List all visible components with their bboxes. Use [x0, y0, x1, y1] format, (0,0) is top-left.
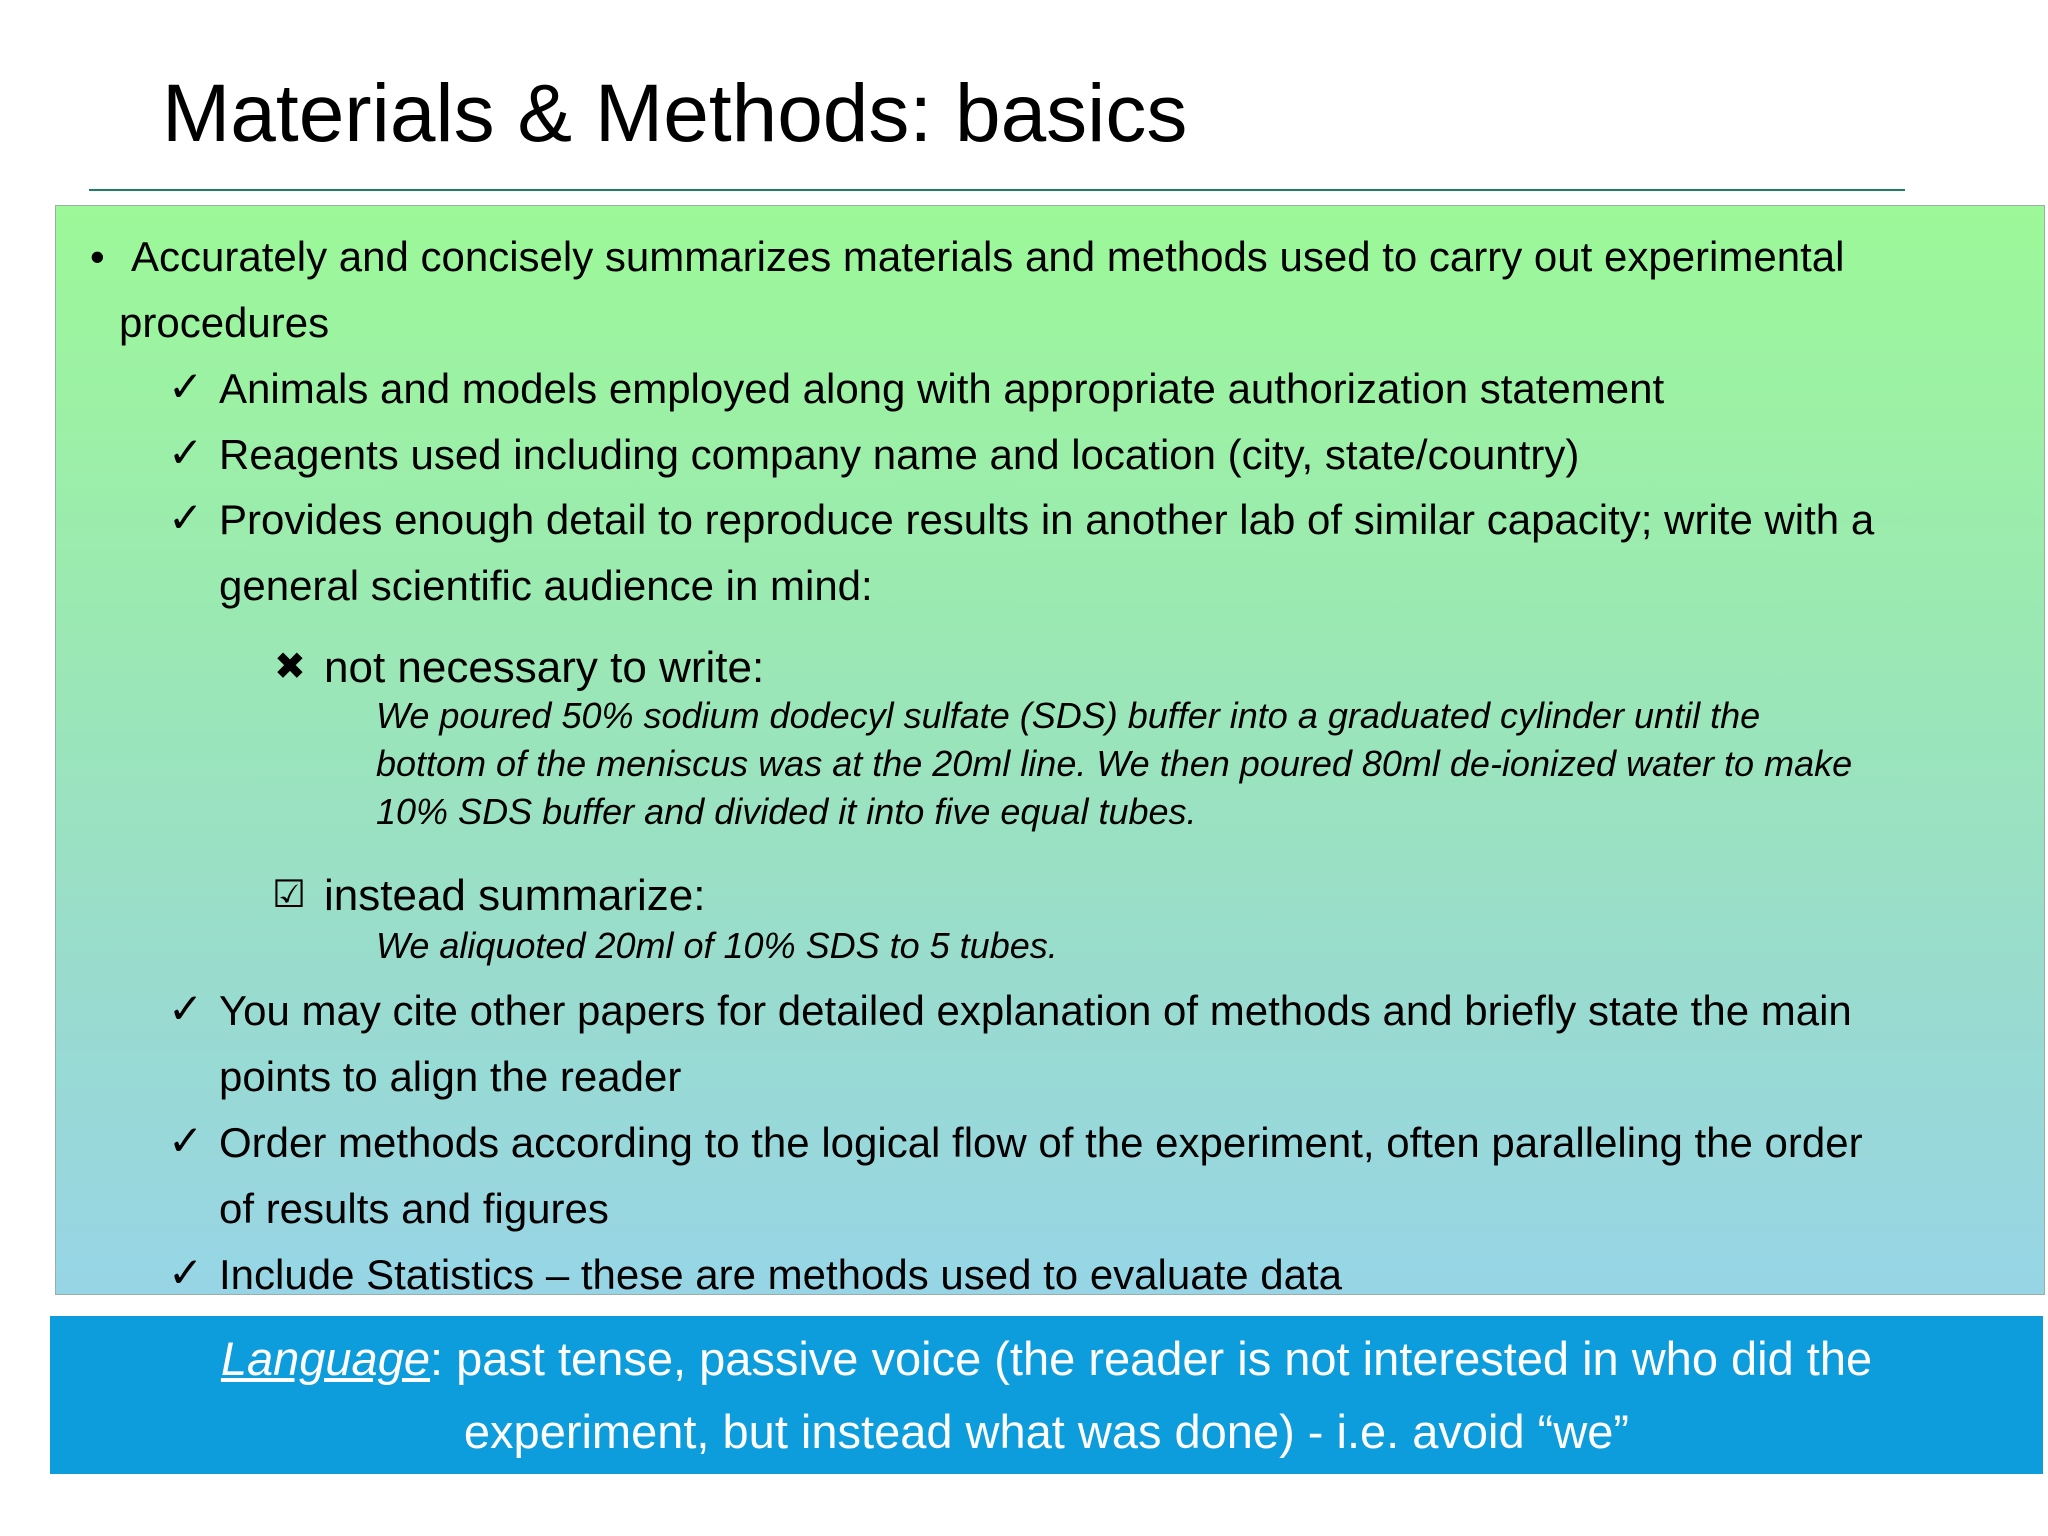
- check-item-animals: Animals and models employed along with appropriate authorization statement: [219, 365, 1665, 412]
- verbose-example-line1: We poured 50% sodium dodecyl sulfate (SDS) buffer into a graduated cylinder until the: [376, 695, 1761, 736]
- intro-text-line2: procedures: [119, 299, 330, 346]
- language-note-line1: [50, 1322, 2043, 1395]
- checkmark-icon: ✓: [168, 984, 204, 1033]
- language-note-line2: experiment, but instead what was done) - i.e. avoid “we”: [463, 1405, 1630, 1458]
- content-panel: [55, 205, 2045, 1298]
- verbose-example-line2: bottom of the meniscus was at the 20ml line. We then poured 80ml de-ionized water to make: [376, 743, 1853, 784]
- intro-text-line1: Accurately and concisely summarizes materials and methods used to carry out experimental: [131, 233, 1845, 280]
- check-item-order-line2: of results and figures: [219, 1185, 609, 1232]
- verbose-example-line3: 10% SDS buffer and divided it into five equal tubes.: [376, 791, 1197, 832]
- slide-title: Materials & Methods: basics: [162, 68, 1188, 159]
- not-necessary-label: not necessary to write:: [324, 643, 765, 692]
- checkbox-icon: ☑: [272, 872, 307, 916]
- checkmark-icon: ✓: [168, 1116, 204, 1165]
- check-item-cite-line1: You may cite other papers for detailed explanation of methods and briefly state the main: [219, 987, 1852, 1034]
- check-item-detail-line1: Provides enough detail to reproduce results in another lab of similar capacity; write with a: [219, 496, 1875, 543]
- language-label: Language: [220, 1332, 430, 1385]
- instead-summarize-label: instead summarize:: [324, 871, 706, 920]
- check-item-reagents: Reagents used including company name and location (city, state/country): [219, 431, 1580, 478]
- checkmark-icon: ✓: [168, 362, 204, 411]
- cross-mark-icon: ✖: [274, 644, 306, 688]
- check-item-order-line1: Order methods according to the logical flow of the experiment, often paralleling the order: [219, 1119, 1863, 1166]
- bullet-icon: •: [90, 233, 105, 280]
- language-note-box: [50, 1316, 2043, 1474]
- summary-example: We aliquoted 20ml of 10% SDS to 5 tubes.: [376, 925, 1058, 966]
- check-item-cite-line2: points to align the reader: [219, 1053, 682, 1100]
- checkmark-icon: ✓: [168, 1248, 204, 1297]
- checkmark-icon: ✓: [168, 428, 204, 477]
- check-item-detail-line2: general scientific audience in mind:: [219, 562, 873, 609]
- language-note-text1: : past tense, passive voice (the reader is not interested in who did the: [429, 1332, 1873, 1385]
- title-divider: [89, 189, 1905, 191]
- checkmark-icon: ✓: [168, 493, 204, 542]
- check-item-statistics: Include Statistics – these are methods used to evaluate data: [219, 1251, 1343, 1298]
